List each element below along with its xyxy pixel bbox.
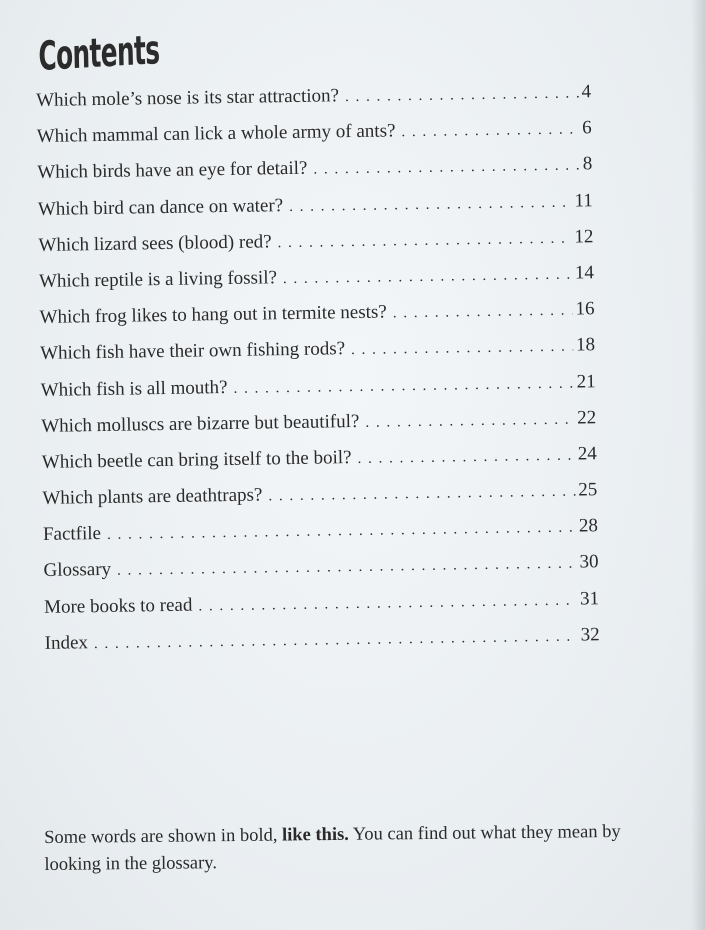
page-title: Contents <box>38 27 160 80</box>
toc-entry-title: Which mole’s nose is its star attraction? <box>36 85 340 111</box>
note-text-after: You can find out what they mean by looking in the glossary. <box>44 821 621 875</box>
toc-entry-title: Which plants are deathtraps? <box>42 484 263 510</box>
toc-entry-page-number: 4 <box>581 81 592 103</box>
toc-entry-page-number: 18 <box>575 334 596 356</box>
dot-leader <box>117 556 577 580</box>
dot-leader <box>107 520 576 544</box>
toc-entry-page-number: 6 <box>582 117 592 139</box>
toc-entry-page-number: 25 <box>578 479 598 501</box>
toc-entry-page-number: 28 <box>578 515 599 537</box>
toc-entry-page-number: 16 <box>575 298 595 320</box>
dot-leader <box>233 375 573 397</box>
dot-leader <box>313 158 580 179</box>
dot-leader <box>277 230 571 252</box>
toc-entry-page-number: 21 <box>576 370 596 393</box>
toc-entry-title: Which frog likes to hang out in termite nests? <box>39 301 387 329</box>
dot-leader <box>268 484 575 506</box>
dot-leader <box>351 339 573 359</box>
toc-entry-title: Which fish is all mouth? <box>40 376 228 401</box>
toc-entry-page-number: 30 <box>579 551 599 573</box>
toc-entry-title: Which mammal can lick a whole army of ants? <box>36 120 396 148</box>
toc-entry-title: Which molluscs are bizarre but beautiful? <box>41 410 360 437</box>
toc-entry-page-number: 24 <box>577 443 597 465</box>
dot-leader <box>345 85 579 106</box>
toc-entry-page-number: 14 <box>574 262 595 284</box>
toc-entry-title: Which bird can dance on water? <box>37 194 284 220</box>
toc-entry-page-number: 11 <box>574 189 593 212</box>
note-bold-example: like this. <box>281 824 349 846</box>
dot-leader <box>289 194 572 215</box>
toc-entry-title: Which beetle can bring itself to the boil? <box>41 446 352 473</box>
dot-leader <box>357 447 575 467</box>
dot-leader <box>198 592 577 615</box>
toc-entry-title: Which fish have their own fishing rods? <box>39 338 346 365</box>
toc-entry-title: More books to read <box>43 594 193 618</box>
dot-leader <box>283 267 572 289</box>
glossary-note <box>44 818 645 878</box>
toc-entry-title: Which lizard sees (blood) red? <box>38 231 272 256</box>
toc-entry-page-number: 32 <box>580 624 600 646</box>
note-text-before: Some words are shown in bold, <box>44 825 283 848</box>
table-of-contents <box>36 81 600 669</box>
toc-entry-title: Which reptile is a living fossil? <box>38 267 278 292</box>
toc-entry-title: Index <box>44 632 89 654</box>
page-edge-shadow <box>691 0 705 930</box>
toc-entry-title: Glossary <box>43 559 112 582</box>
dot-leader <box>401 122 579 142</box>
toc-entry-title: Factfile <box>42 523 102 546</box>
dot-leader <box>365 411 574 431</box>
dot-leader <box>94 628 578 653</box>
toc-entry-page-number: 31 <box>579 587 600 610</box>
toc-entry-page-number: 12 <box>574 226 594 248</box>
dot-leader <box>393 303 573 323</box>
toc-entry-page-number: 22 <box>577 406 597 429</box>
toc-entry-page-number: 8 <box>582 153 593 175</box>
toc-entry-title: Which birds have an eye for detail? <box>37 158 308 184</box>
